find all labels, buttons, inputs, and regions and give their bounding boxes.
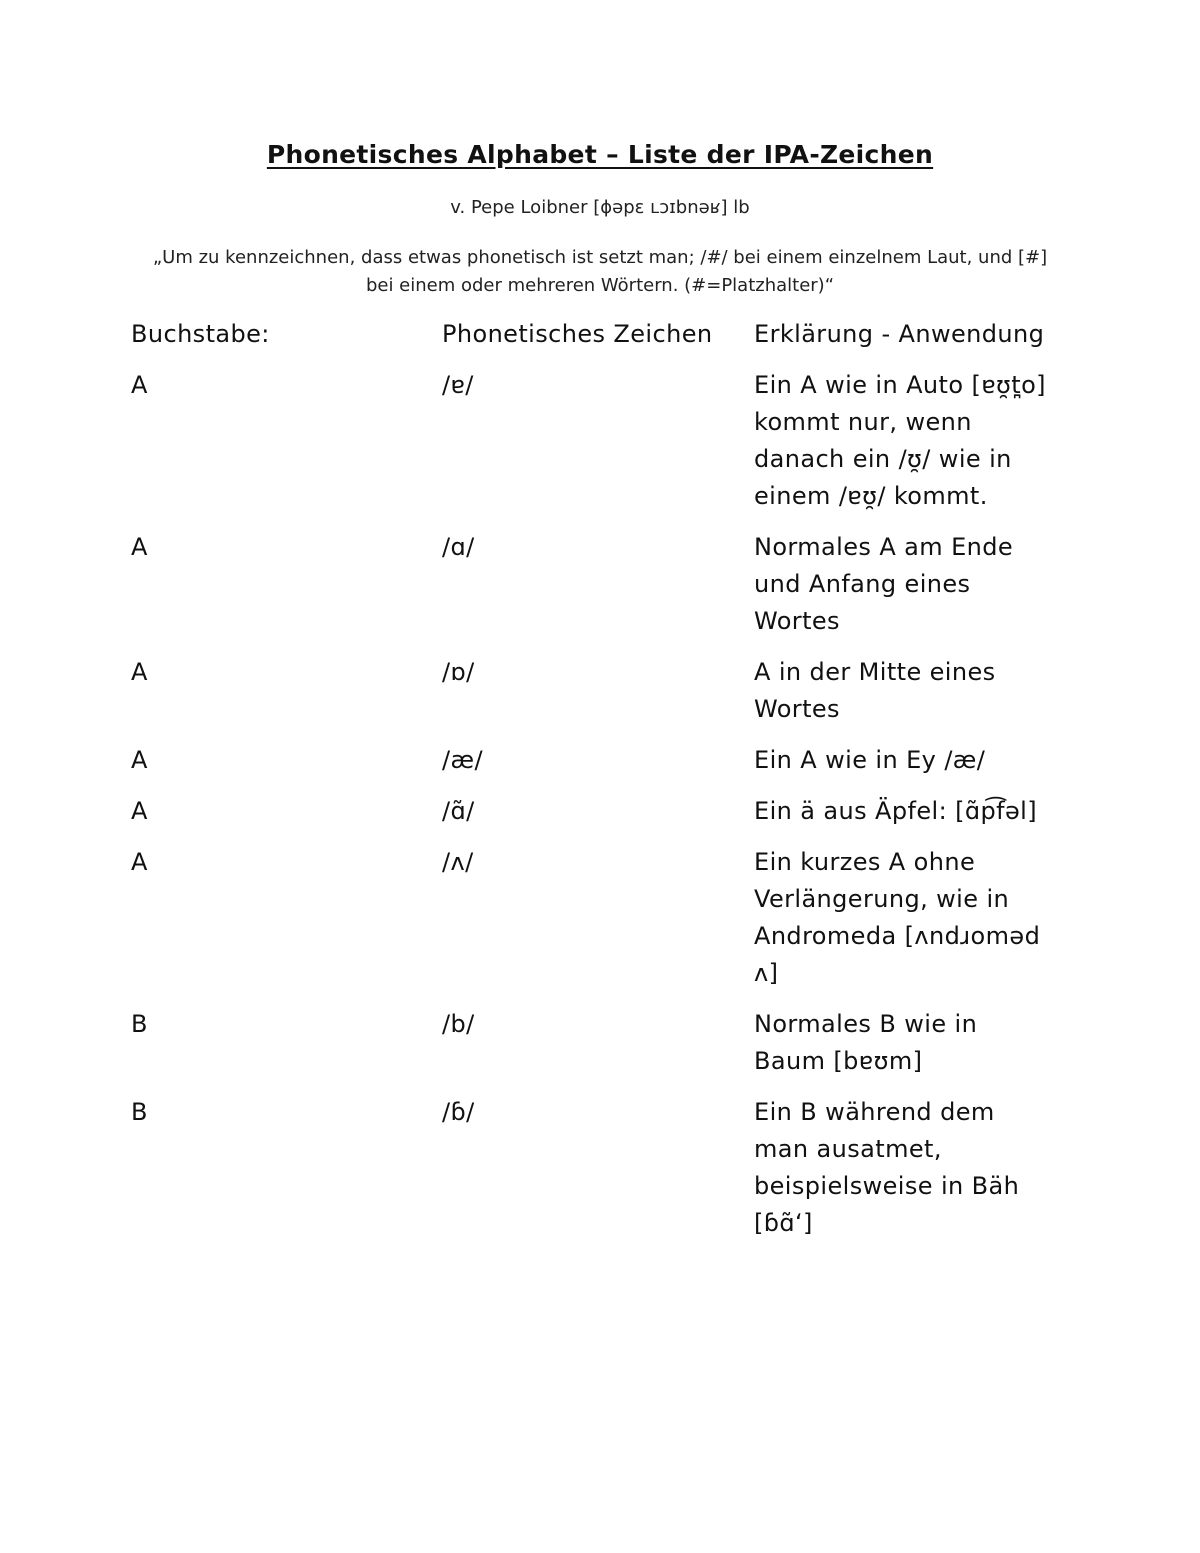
row-symbol: /ɒ/ — [442, 658, 475, 686]
header-letter: Buchstabe: — [131, 320, 270, 348]
ipa-table — [131, 316, 1054, 1256]
row-explanation: Normales A am Ende und Anfang eines Wortes — [754, 533, 1014, 635]
row-symbol: /ɓ/ — [442, 1098, 475, 1126]
document-title: Phonetisches Alphabet – Liste der IPA-Zeichen — [266, 140, 934, 169]
row-letter: A — [131, 658, 148, 686]
row-letter: A — [131, 797, 148, 825]
row-symbol: /ɑ̃/ — [442, 797, 475, 825]
table-row — [131, 654, 1054, 742]
table-row — [131, 529, 1054, 654]
table-row — [131, 367, 1054, 529]
row-symbol: /ɐ/ — [442, 371, 474, 399]
row-explanation: A in der Mitte eines Wortes — [754, 658, 996, 723]
table-row — [131, 793, 1054, 844]
row-letter: A — [131, 371, 148, 399]
row-symbol: /ɑ/ — [442, 533, 475, 561]
row-symbol: /ʌ/ — [442, 848, 474, 876]
row-symbol: /b/ — [442, 1010, 475, 1038]
row-letter: B — [131, 1098, 148, 1126]
row-letter: A — [131, 848, 148, 876]
row-explanation: Ein A wie in Ey /æ/ — [754, 746, 986, 774]
row-explanation: Ein A wie in Auto [ɐʊ̯t̪o] kommt nur, wenn danach ein /ʊ̯/ wie in einem /ɐʊ̯/ kommt. — [754, 371, 1046, 510]
table-row — [131, 844, 1054, 1006]
header-explanation: Erklärung - Anwendung — [754, 320, 1045, 348]
table-row — [131, 1094, 1054, 1256]
row-explanation: Normales B wie in Baum [bɐʊm] — [754, 1010, 978, 1075]
row-symbol: /æ/ — [442, 746, 483, 774]
row-letter: A — [131, 533, 148, 561]
table-row — [131, 742, 1054, 793]
row-explanation: Ein ä aus Äpfel: [ɑ̃p͡fəl] — [754, 797, 1037, 825]
row-explanation: Ein B während dem man ausatmet, beispielsweise in Bäh [ɓɑ̃ʻ] — [754, 1098, 1020, 1237]
row-letter: B — [131, 1010, 148, 1038]
intro-quote: „Um zu kennzeichnen, dass etwas phonetisch ist setzt man; /#/ bei einem einzelnem Laut, und [#] bei einem oder mehreren Wörtern. (#=Platzhalter)“ — [152, 247, 1048, 296]
header-symbol: Phonetisches Zeichen — [442, 320, 713, 348]
author-line: v. Pepe Loibner [ɸəpɛ ʟɔɪbnəʁ] lb — [450, 197, 750, 218]
row-explanation: Ein kurzes A ohne Verlängerung, wie in Andromeda [ʌndɹoməd ʌ] — [754, 848, 1041, 987]
row-letter: A — [131, 746, 148, 774]
table-header-row — [131, 316, 1054, 367]
table-row — [131, 1006, 1054, 1094]
